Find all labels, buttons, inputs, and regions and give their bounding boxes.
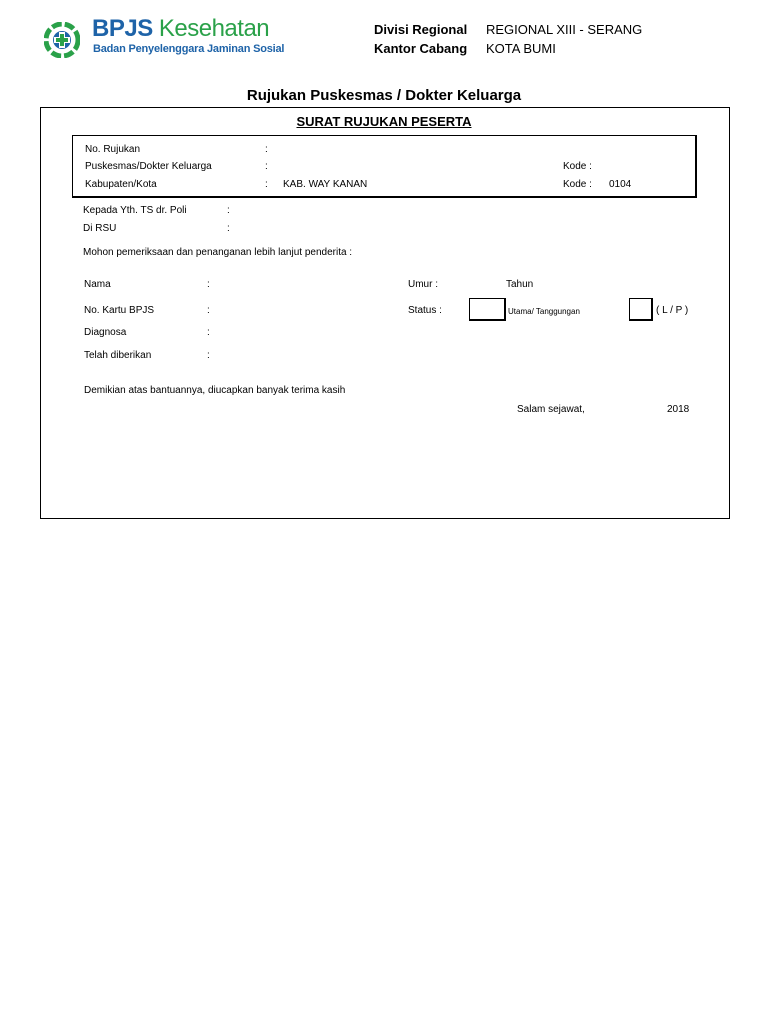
kabupaten-label: Kabupaten/Kota — [85, 179, 157, 190]
nama-colon: : — [207, 279, 210, 290]
kantor-cabang-value: KOTA BUMI — [486, 41, 556, 56]
kepada-colon: : — [227, 205, 230, 216]
di-rsu-colon: : — [227, 223, 230, 234]
salam-sejawat-text: Salam sejawat, — [517, 404, 585, 415]
no-rujukan-colon: : — [265, 144, 268, 155]
telah-diberikan-label: Telah diberikan — [84, 350, 152, 361]
di-rsu-label: Di RSU — [83, 223, 117, 234]
logo-subtitle: Badan Penyelenggara Jaminan Sosial — [93, 43, 285, 55]
kartu-bpjs-colon: : — [207, 305, 210, 316]
puskesmas-kode-label: Kode : — [563, 161, 592, 172]
logo-wordmark — [92, 17, 269, 41]
gender-options-text: ( L / P ) — [656, 305, 689, 316]
umur-label: Umur : — [408, 279, 438, 290]
telah-diberikan-colon: : — [207, 350, 210, 361]
bpjs-logo-icon — [44, 22, 80, 58]
document-title: Rujukan Puskesmas / Dokter Keluarga — [246, 87, 522, 104]
request-text: Mohon pemeriksaan dan penanganan lebih lanjut penderita : — [83, 247, 353, 258]
diagnosa-label: Diagnosa — [84, 327, 127, 338]
status-label: Status : — [408, 305, 442, 316]
thanks-text: Demikian atas bantuannya, diucapkan banyak terima kasih — [84, 385, 346, 396]
kabupaten-kode-value: 0104 — [609, 179, 632, 190]
kepada-label: Kepada Yth. TS dr. Poli — [83, 205, 187, 216]
gender-checkbox[interactable] — [629, 298, 653, 321]
document-subtitle: SURAT RUJUKAN PESERTA — [296, 114, 472, 129]
divisi-regional-value: REGIONAL XIII - SERANG — [486, 22, 643, 37]
puskesmas-label: Puskesmas/Dokter Keluarga — [85, 161, 212, 172]
logo-wordmark-bpjs: BPJS — [92, 15, 153, 42]
signature-year: 2018 — [667, 404, 690, 415]
kabupaten-colon: : — [265, 179, 268, 190]
tahun-label: Tahun — [506, 279, 534, 290]
diagnosa-colon: : — [207, 327, 210, 338]
kabupaten-kode-label: Kode : — [563, 179, 592, 190]
status-checkbox[interactable] — [469, 298, 506, 321]
nama-label: Nama — [84, 279, 111, 290]
kabupaten-value: KAB. WAY KANAN — [283, 179, 368, 190]
kartu-bpjs-label: No. Kartu BPJS — [84, 305, 155, 316]
no-rujukan-label: No. Rujukan — [85, 144, 141, 155]
logo-wordmark-kesehatan: Kesehatan — [158, 15, 270, 42]
puskesmas-colon: : — [265, 161, 268, 172]
status-options-text: Utama/ Tanggungan — [508, 307, 580, 316]
divisi-regional-label: Divisi Regional — [374, 22, 468, 37]
kantor-cabang-label: Kantor Cabang — [374, 41, 468, 56]
